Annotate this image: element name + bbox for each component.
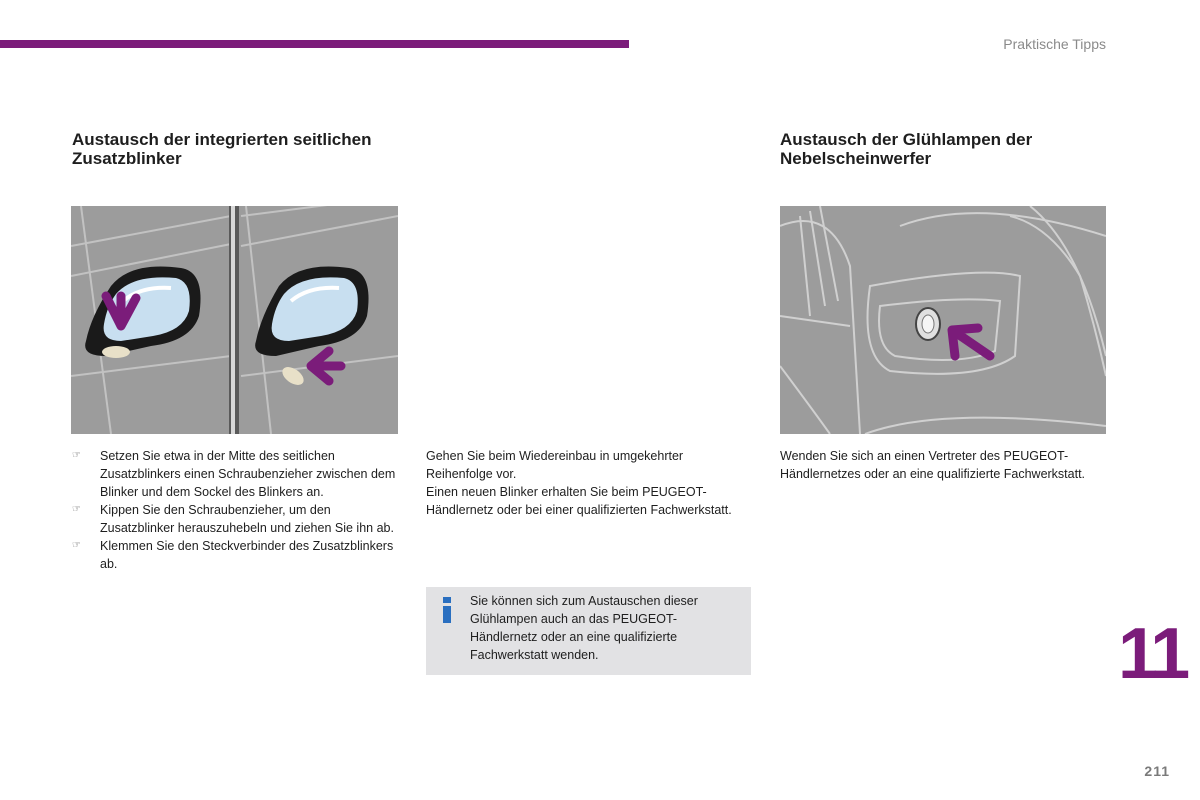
step-text: Klemmen Sie den Steckverbinder des Zusatzblinkers ab. <box>100 539 394 571</box>
chapter-number: 11 <box>1118 614 1187 694</box>
reassembly-paragraph: Gehen Sie beim Wiedereinbau in umgekehrter Reihenfolge vor. <box>426 449 684 481</box>
info-box <box>426 587 751 675</box>
list-item <box>72 447 402 501</box>
left-heading: Austausch der integrierten seitlichen Zusatzblinker <box>72 130 372 168</box>
mirror-indicator-illustration <box>71 206 398 434</box>
list-item <box>72 501 402 537</box>
step-text: Setzen Sie etwa in der Mitte des seitlichen Zusatzblinkers einen Schraubenzieher zwischen dem Blinker und dem Sockel des Blinkers an. <box>100 449 396 499</box>
removal-steps <box>72 447 402 573</box>
info-text: Sie können sich zum Austauschen dieser Glühlampen auch an das PEUGEOT-Händlernetz oder an eine qualifizierte Fachwerkstatt wenden. <box>470 594 698 662</box>
step-text: Kippen Sie den Schraubenzieher, um den Zusatzblinker herauszuhebeln und ziehen Sie ihn ab. <box>100 503 394 535</box>
dealer-paragraph: Einen neuen Blinker erhalten Sie beim PEUGEOT-Händlernetz oder bei einer qualifizierten Fachwerkstatt. <box>426 485 732 517</box>
side-mirror-indicator-illustration-icon <box>71 206 398 434</box>
header-accent-bar <box>0 40 629 48</box>
info-icon <box>440 597 454 623</box>
list-item <box>72 537 402 573</box>
middle-text <box>426 447 746 519</box>
fog-lamp-illustration <box>780 206 1106 434</box>
fog-lamp-illustration-icon <box>780 206 1106 434</box>
right-heading: Austausch der Glühlampen der Nebelscheinwerfer <box>780 130 1033 168</box>
hand-pointer-icon: ☞ <box>72 504 81 515</box>
fog-lamp-paragraph: Wenden Sie sich an einen Vertreter des PEUGEOT-Händlernetzes oder an eine qualifizierte Fachwerkstatt. <box>780 449 1086 481</box>
hand-pointer-icon: ☞ <box>72 540 81 551</box>
page-number: 211 <box>1144 763 1170 779</box>
section-title: Praktische Tipps <box>1003 36 1106 52</box>
hand-pointer-icon: ☞ <box>72 450 81 461</box>
